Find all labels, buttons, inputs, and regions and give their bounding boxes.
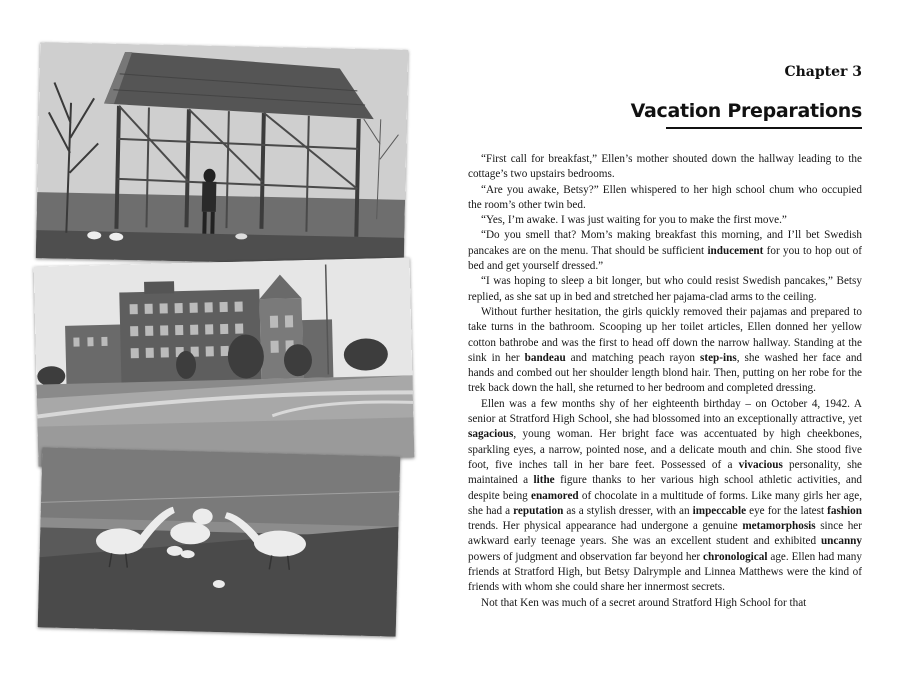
vocab-word: step-ins	[700, 351, 737, 364]
text-run: of chocolate in a multitude of forms. Like many girls her age, she had a	[468, 489, 862, 517]
text-run: “Do you smell that? Mom’s making breakfast this morning, and I’ll bet Swedish pancakes are on the menu. That should be sufficient	[468, 229, 862, 257]
text-run: Not that Ken was much of a secret around Stratford High School for that	[481, 596, 807, 609]
vocab-word: metamorphosis	[742, 520, 816, 533]
chapter-title: Vacation Preparations	[630, 100, 862, 122]
paragraph	[468, 397, 862, 596]
vocab-word: reputation	[513, 504, 564, 517]
text-run: Without further hesitation, the girls quickly removed their pajamas and prepared to take turns in the bathroom. Scooping up her toilet articles, Ellen donned her yellow cotton bathrobe and was the first to head off down the narrow hallway. Standing at the sink in her	[468, 305, 862, 364]
text-run: “Are you awake, Betsy?” Ellen whispered to her high school chum who occupied the room’s other twin bed.	[468, 183, 862, 211]
title-underline	[666, 127, 862, 129]
text-run: eye for the latest	[746, 504, 828, 517]
paragraph	[468, 305, 862, 397]
paragraph	[468, 228, 862, 274]
paragraph	[468, 183, 862, 214]
text-run: “First call for breakfast,” Ellen’s mother shouted down the hallway leading to the cottage’s two upstairs bedrooms.	[468, 153, 862, 181]
text-run: for you to hop out of bed and get yourself dressed.”	[468, 244, 862, 273]
text-run: “I was hoping to sleep a bit longer, but who could resist Swedish pancakes,” Betsy replied, as she sat up in bed and stretched her pajama-clad arms to the ceiling.	[468, 275, 862, 303]
text-run: , she washed her face and hands and combed out her shoulder length blond hair. Then, putting on her robe for the trek back down the hall, she returned to her bedroom and completed dressing.	[468, 351, 863, 395]
photo-school-building	[34, 257, 415, 466]
text-run: , young woman. Her bright face was accentuated by high cheekbones, sparkling eyes, a narrow, pointed nose, and a delicate mouth and chin. She stood five foot, five inches tall in her bare feet. Possessed of a	[468, 428, 862, 471]
vocab-word: enamored	[530, 489, 579, 502]
text-run: figure thanks to her various high school athletic activities, and despite being	[468, 474, 863, 502]
vocab-word: fashion	[827, 504, 862, 517]
vocab-word: vivacious	[738, 458, 783, 471]
text-run: since her awkward early teenage years. She was an excellent student and exhibited	[468, 520, 862, 548]
vocab-word: chronological	[703, 550, 768, 563]
vocab-word: inducement	[707, 244, 764, 257]
photo-geese-on-lawn	[38, 447, 401, 636]
text-run: and matching peach rayon	[565, 351, 701, 364]
paragraph	[468, 596, 862, 611]
text-run: as a stylish dresser, with an	[563, 504, 693, 517]
paragraph	[468, 152, 862, 183]
chapter-label: Chapter 3	[784, 64, 862, 80]
paragraph	[468, 274, 862, 305]
vocab-word: impeccable	[692, 504, 747, 517]
text-run: powers of judgment and observation far beyond her	[468, 550, 704, 563]
photo-barn-structure	[36, 42, 408, 266]
paragraph	[468, 213, 862, 228]
text-run: “Yes, I’m awake. I was just waiting for you to make the first move.”	[481, 214, 787, 227]
chapter-body-text	[468, 152, 862, 611]
text-page	[468, 0, 862, 675]
text-run: Ellen was a few months shy of her eighteenth birthday – on October 4, 1942. A senior at Stratford High School, she had blossomed into an exceptionally attractive, yet	[468, 397, 862, 426]
text-run: personality, she maintained a	[468, 458, 863, 487]
vocab-word: bandeau	[524, 351, 566, 364]
vocab-word: sagacious	[468, 428, 514, 441]
text-run: age. Ellen had many friends at Stratford High, but Betsy Dalrymple and Linnea Matthews were the kind of friends with whom she could share her innermost secrets.	[468, 550, 862, 594]
text-run: trends. Her physical appearance had undergone a genuine	[468, 520, 743, 533]
vocab-word: uncanny	[820, 535, 862, 548]
vocab-word: lithe	[533, 474, 555, 487]
